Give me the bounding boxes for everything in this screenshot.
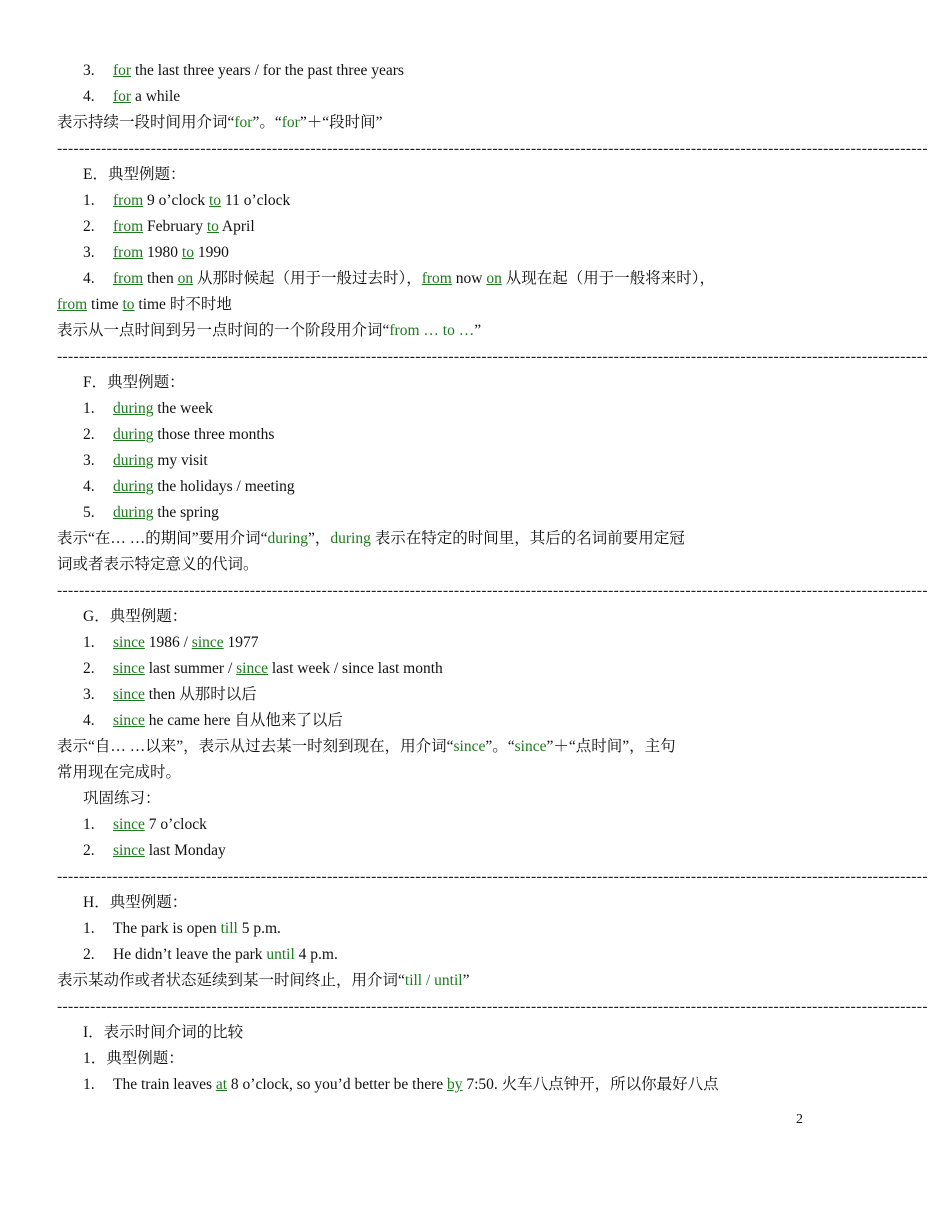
text-run: 7:50. 火车八点钟开，所以你最好八点: [462, 1076, 719, 1093]
preposition-highlight: for: [113, 62, 132, 79]
preposition-highlight: since: [113, 634, 145, 651]
item-number: 1.: [83, 634, 95, 651]
item-number: 5.: [83, 504, 95, 521]
text-run: April: [218, 218, 255, 235]
preposition-term: till: [220, 920, 238, 937]
text-run: 1986 /: [144, 634, 192, 651]
preposition-term: for: [281, 114, 300, 131]
preposition-highlight: since: [113, 686, 145, 703]
text-run: 表示“在… …的期间”要用介词“: [57, 530, 268, 547]
text-run: ”＋“点时间”，主句: [546, 738, 676, 755]
text-run: 表示从一点时间到另一点时间的一个阶段用介词“: [57, 322, 390, 339]
list-item: [57, 942, 803, 968]
item-number: 1.: [83, 192, 95, 209]
item-number: 2.: [83, 426, 95, 443]
text-run: The train leaves: [113, 1076, 216, 1093]
preposition-highlight: to: [209, 192, 222, 209]
item-number: 2.: [83, 946, 95, 963]
preposition-term: since: [453, 738, 486, 755]
text-run: last summer /: [144, 660, 237, 677]
text-run: H．典型例题：: [83, 894, 188, 911]
item-number: 4.: [83, 270, 95, 287]
item-number: 3.: [83, 62, 95, 79]
section-heading: [57, 370, 803, 396]
preposition-highlight: from: [113, 270, 144, 287]
list-item: [57, 214, 803, 240]
item-number: 4.: [83, 88, 95, 105]
item-number: 1.: [83, 816, 95, 833]
text-run: time: [87, 296, 123, 313]
preposition-highlight: for: [113, 88, 132, 105]
section-separator: --------------------------------------------------------------------------------------------------------------------------------------------------------------: [57, 348, 928, 365]
list-item: [57, 708, 803, 734]
text-line: [57, 292, 803, 318]
text-run: a while: [131, 88, 181, 105]
list-item: [57, 448, 803, 474]
text-run: time 时不时地: [134, 296, 232, 313]
preposition-highlight: since: [113, 842, 145, 859]
list-item: [57, 266, 803, 292]
section-separator: --------------------------------------------------------------------------------------------------------------------------------------------------------------: [57, 140, 928, 157]
section-separator: --------------------------------------------------------------------------------------------------------------------------------------------------------------: [57, 998, 928, 1015]
text-run: 从那时候起（用于一般过去时），: [193, 270, 422, 287]
text-run: February: [143, 218, 207, 235]
text-run: 表示“自… …以来”，表示从过去某一时刻到现在，用介词“: [57, 738, 454, 755]
text-run: 表示在特定的时间里，其后的名词前要用定冠: [370, 530, 685, 547]
preposition-highlight: to: [122, 296, 135, 313]
text-run: ”。“: [485, 738, 515, 755]
text-run: ”: [474, 322, 482, 339]
list-item: [57, 630, 803, 656]
preposition-highlight: from: [57, 296, 88, 313]
preposition-highlight: on: [486, 270, 502, 287]
section-separator: --------------------------------------------------------------------------------------------------------------------------------------------------------------: [57, 868, 928, 885]
preposition-highlight: since: [191, 634, 224, 651]
item-number: 2.: [83, 218, 95, 235]
preposition-term: for: [234, 114, 253, 131]
text-run: I．表示时间介词的比较: [83, 1024, 244, 1041]
text-run: 4 p.m.: [294, 946, 338, 963]
text-run: 7 o’clock: [144, 816, 207, 833]
preposition-term: since: [514, 738, 547, 755]
preposition-highlight: since: [113, 712, 145, 729]
preposition-term: during: [267, 530, 308, 547]
text-line: [57, 110, 803, 136]
preposition-term: till / until: [404, 972, 463, 989]
text-run: then 从那时以后: [144, 686, 257, 703]
item-number: 1.: [83, 400, 95, 417]
preposition-highlight: during: [113, 426, 154, 443]
list-item: [57, 1072, 803, 1098]
list-item: [57, 812, 803, 838]
text-run: 1977: [223, 634, 259, 651]
list-item: [57, 500, 803, 526]
section-heading: [57, 1020, 803, 1046]
text-run: 1980: [143, 244, 182, 261]
section-heading: [57, 162, 803, 188]
preposition-highlight: during: [113, 478, 154, 495]
text-run: then: [143, 270, 178, 287]
preposition-highlight: during: [113, 504, 154, 521]
text-run: G．典型例题：: [83, 608, 188, 625]
list-item: [57, 838, 803, 864]
text-run: the holidays / meeting: [153, 478, 295, 495]
item-number: 3.: [83, 452, 95, 469]
text-run: he came here 自从他来了以后: [144, 712, 343, 729]
list-item: [57, 682, 803, 708]
list-item: [57, 58, 803, 84]
text-run: those three months: [153, 426, 275, 443]
text-run: 常用现在完成时。: [57, 764, 182, 781]
preposition-highlight: at: [215, 1076, 228, 1093]
text-run: 表示某动作或者状态延续到某一时间终止，用介词“: [57, 972, 405, 989]
item-number: 4.: [83, 478, 95, 495]
text-run: E．典型例题：: [83, 166, 186, 183]
text-run: 5 p.m.: [237, 920, 281, 937]
list-item: [57, 240, 803, 266]
text-line: [57, 526, 803, 552]
preposition-highlight: since: [113, 660, 145, 677]
preposition-highlight: on: [177, 270, 194, 287]
preposition-term: until: [266, 946, 295, 963]
list-item: [57, 422, 803, 448]
section-heading: [57, 890, 803, 916]
preposition-highlight: during: [113, 400, 154, 417]
list-item: [57, 916, 803, 942]
preposition-highlight: from: [113, 192, 144, 209]
text-run: 1990: [193, 244, 229, 261]
text-run: the spring: [153, 504, 219, 521]
list-item: [57, 656, 803, 682]
preposition-highlight: during: [113, 452, 154, 469]
preposition-highlight: since: [236, 660, 268, 677]
text-line: [57, 968, 803, 994]
text-run: 巩固练习：: [83, 790, 161, 807]
text-line: [57, 552, 803, 578]
preposition-highlight: since: [113, 816, 145, 833]
text-line: [57, 734, 803, 760]
text-run: ”，: [307, 530, 331, 547]
text-run: last Monday: [144, 842, 226, 859]
text-line: [57, 760, 803, 786]
item-number: 3.: [83, 244, 95, 261]
preposition-highlight: to: [181, 244, 194, 261]
item-number: 4.: [83, 712, 95, 729]
text-run: 8 o’clock, so you’d better be there: [227, 1076, 447, 1093]
item-number: 2.: [83, 660, 95, 677]
item-number: 2.: [83, 842, 95, 859]
list-item: [57, 84, 803, 110]
section-heading: [57, 786, 803, 812]
preposition-highlight: by: [446, 1076, 463, 1093]
list-item: [57, 188, 803, 214]
text-run: ”: [462, 972, 470, 989]
preposition-highlight: from: [113, 244, 144, 261]
preposition-highlight: from: [421, 270, 452, 287]
text-run: ”＋“段时间”: [299, 114, 383, 131]
text-run: 1．典型例题：: [83, 1050, 184, 1067]
text-run: the week: [153, 400, 213, 417]
item-number: 1.: [83, 1076, 95, 1093]
section-separator: --------------------------------------------------------------------------------------------------------------------------------------------------------------: [57, 582, 928, 599]
text-run: The park is open: [113, 920, 221, 937]
list-item: [57, 396, 803, 422]
text-run: last week / since last month: [268, 660, 443, 677]
preposition-highlight: to: [206, 218, 219, 235]
text-run: 表示持续一段时间用介词“: [57, 114, 235, 131]
preposition-highlight: from: [113, 218, 144, 235]
text-run: 11 o’clock: [221, 192, 291, 209]
list-item: [57, 474, 803, 500]
preposition-term: from … to …: [389, 322, 475, 339]
text-run: my visit: [153, 452, 208, 469]
section-heading: [57, 604, 803, 630]
text-run: F．典型例题：: [83, 374, 185, 391]
text-line: [57, 318, 803, 344]
item-number: 1.: [83, 920, 95, 937]
text-run: 从现在起（用于一般将来时），: [501, 270, 715, 287]
text-run: He didn’t leave the park: [113, 946, 267, 963]
text-run: the last three years / for the past three years: [131, 62, 404, 79]
text-run: 9 o’clock: [143, 192, 209, 209]
text-run: now: [451, 270, 487, 287]
section-heading: [57, 1046, 803, 1072]
text-run: ”。“: [252, 114, 282, 131]
document-page: [57, 58, 928, 1098]
text-run: 词或者表示特定意义的代词。: [57, 556, 259, 573]
item-number: 3.: [83, 686, 95, 703]
preposition-term: during: [330, 530, 371, 547]
page-number: 2: [796, 1112, 803, 1127]
